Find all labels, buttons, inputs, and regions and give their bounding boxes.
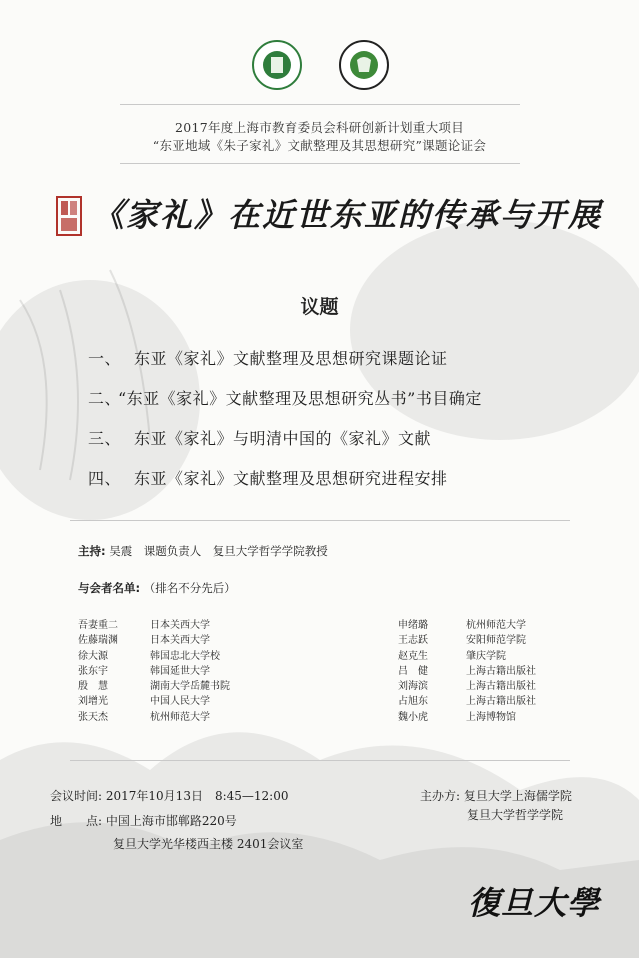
red-seal-icon: [56, 196, 82, 236]
attendee-org: 韩国忠北大学校: [150, 650, 220, 662]
agenda-item-text: 东亚《家礼》与明清中国的《家礼》文献: [134, 429, 432, 448]
attendee-row: [398, 710, 536, 725]
organizer-1: 复旦大学上海儒学院: [463, 789, 572, 803]
attendee-name: 殷 慧: [78, 681, 108, 693]
attendee-row: [78, 618, 230, 633]
divider-agenda: [70, 520, 570, 521]
page-title: 《家礼》在近世东亚的传承与开展: [92, 196, 603, 234]
attendee-org: 韩国延世大学: [150, 665, 210, 677]
meeting-time-label: 会议时间:: [50, 789, 103, 803]
attendee-org: 日本关西大学: [150, 620, 210, 631]
agenda-item-number: 三、: [88, 429, 122, 448]
attendees-note: （排名不分先后）: [143, 581, 236, 595]
attendee-org: 上海博物馆: [466, 711, 516, 723]
attendee-row: [78, 633, 230, 648]
agenda-item: [88, 386, 482, 409]
organizer-2: 复旦大学哲学学院: [467, 808, 564, 822]
attendee-row: [78, 694, 230, 709]
attendee-row: [398, 618, 536, 633]
attendee-name: 张东宇: [78, 665, 108, 677]
attendees-heading: [78, 580, 236, 596]
attendee-name: 吕 健: [398, 665, 428, 677]
attendee-row: [398, 633, 536, 648]
attendee-org: 杭州师范大学: [466, 620, 526, 631]
project-line-2: “东亚地域《朱子家礼》文献整理及其思想研究”课题论证会: [152, 138, 487, 153]
organizer-label: 主办方:: [420, 789, 461, 803]
attendee-name: 赵克生: [398, 650, 428, 662]
agenda-heading: 议题: [300, 296, 339, 318]
philosophy-logo-icon: [339, 40, 389, 90]
agenda-item-number: 四、: [88, 469, 122, 488]
attendees-label: 与会者名单:: [78, 581, 141, 595]
agenda-item: [88, 466, 448, 489]
attendee-row: [78, 710, 230, 725]
attendee-name: 刘增光: [78, 696, 108, 708]
attendee-name: 张天杰: [78, 711, 108, 723]
attendee-org: 日本关西大学: [150, 635, 210, 647]
agenda-item: [88, 426, 431, 449]
attendee-row: [398, 649, 536, 664]
meeting-place-line2: 复旦大学光华楼西主楼 2401会议室: [113, 837, 304, 851]
host-line: [78, 543, 328, 559]
fudan-calligraphy-logo: 復旦大學: [468, 884, 601, 922]
attendee-name: 吾妻重二: [78, 620, 118, 631]
divider-title: [120, 163, 520, 164]
attendee-name: 徐大源: [78, 650, 108, 662]
attendee-name: 刘海滨: [398, 681, 428, 693]
agenda-item-number: 一、: [88, 349, 122, 368]
attendee-name: 占旭东: [398, 696, 428, 708]
attendee-row: [78, 679, 230, 694]
school-of-philosophy-logo: [339, 40, 389, 90]
attendee-org: 上海古籍出版社: [466, 696, 536, 708]
organizer: [420, 787, 572, 804]
agenda-item-text: 东亚《家礼》文献整理及思想研究进程安排: [134, 469, 448, 488]
academy-logo-icon: [252, 40, 302, 90]
divider-top: [120, 104, 520, 105]
meeting-place: [50, 812, 237, 829]
meeting-time: [50, 787, 288, 804]
attendee-org: 肇庆学院: [466, 650, 506, 662]
host-value: 吴震 课题负责人 复旦大学哲学学院教授: [109, 544, 328, 558]
attendee-list-left: [78, 618, 230, 725]
attendee-list-right: [398, 618, 536, 725]
agenda-item-text: 东亚《家礼》文献整理及思想研究课题论证: [134, 349, 448, 368]
attendee-name: 申绪璐: [398, 620, 428, 631]
attendee-org: 杭州师范大学: [150, 711, 210, 723]
meeting-place-label: 地 点:: [50, 814, 103, 828]
confucianism-academy-logo: [252, 40, 302, 90]
attendee-row: [78, 649, 230, 664]
host-label: 主持:: [78, 544, 106, 558]
agenda-item-number: 二、: [88, 389, 122, 408]
meeting-time-value: 2017年10月13日 8:45—12:00: [105, 789, 289, 803]
divider-bottom: [70, 760, 570, 761]
attendee-row: [398, 694, 536, 709]
attendee-org: 上海古籍出版社: [466, 681, 536, 693]
meeting-place-line1: 中国上海市邯郸路220号: [105, 814, 237, 828]
attendee-row: [398, 679, 536, 694]
attendee-row: [398, 664, 536, 679]
attendee-name: 佐藤瑞渊: [78, 635, 118, 647]
attendee-org: 湖南大学岳麓书院: [150, 681, 230, 693]
agenda-item: [88, 346, 448, 369]
attendee-org: 中国人民大学: [150, 696, 210, 708]
attendee-row: [78, 664, 230, 679]
attendee-name: 魏小虎: [398, 711, 428, 723]
project-line-1: 2017年度上海市教育委员会科研创新计划重大项目: [174, 120, 464, 135]
attendee-name: 王志跃: [398, 635, 428, 647]
logo-bar: [0, 36, 639, 96]
attendee-org: 安阳师范学院: [466, 635, 526, 647]
attendee-org: 上海古籍出版社: [466, 665, 536, 677]
agenda-item-text: “东亚《家礼》文献整理及思想研究丛书”书目确定: [118, 389, 482, 408]
